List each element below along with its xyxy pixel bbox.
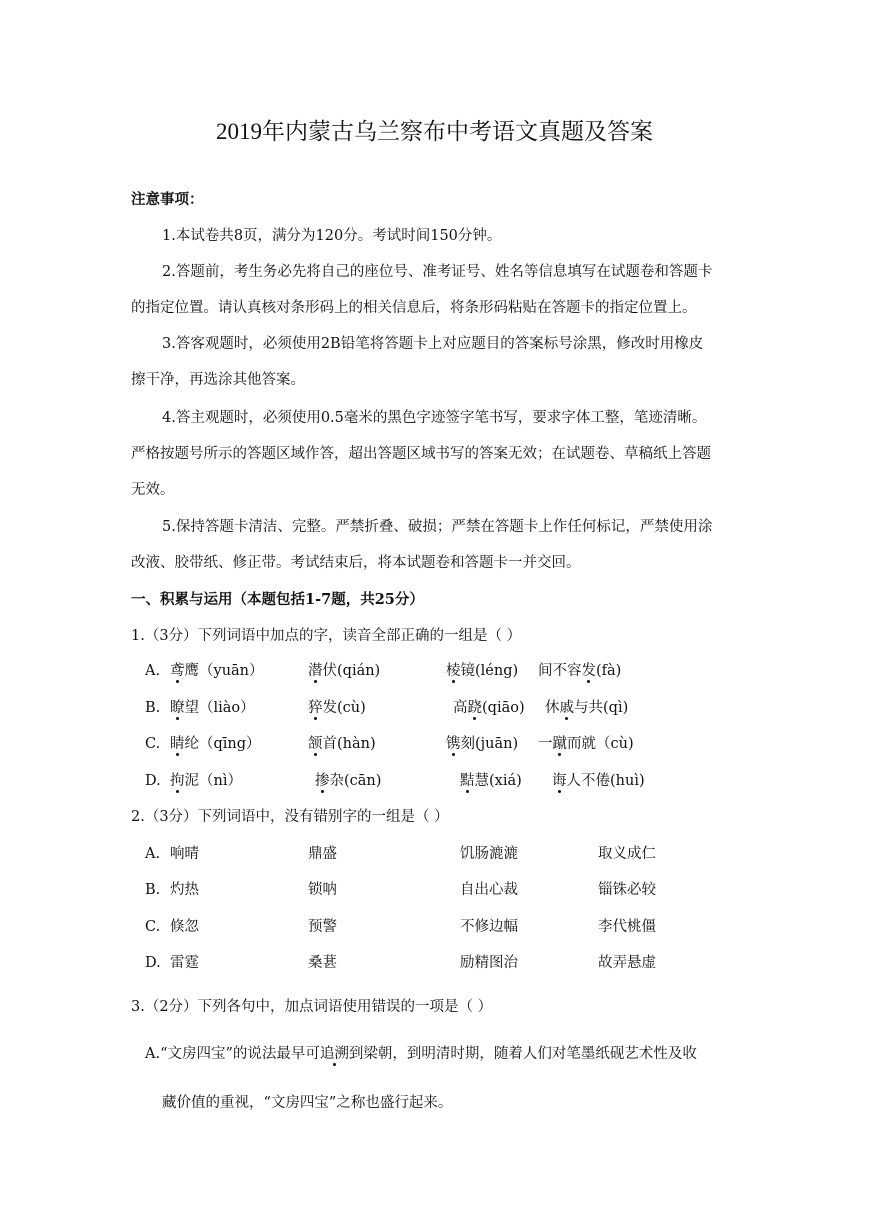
q1-option-b-label: B. [145, 700, 161, 716]
q1-option-c-word3: 镌刻(juān) [446, 736, 519, 752]
q2-option-b-word4: 锱铢必较 [598, 882, 656, 898]
q1-option-d-word4: 诲人不倦(huì) [552, 773, 645, 789]
notice-line: 1.本试卷共8页，满分为120分。考试时间150分钟。 [162, 228, 502, 244]
q1-option-a-label: A. [145, 663, 161, 679]
notice-line: 4.答主观题时，必须使用0.5毫米的黑色字迹签字笔书写，要求字体工整，笔迹清晰。 [162, 410, 707, 426]
q1-option-b-word2: 猝发(cù) [308, 700, 366, 716]
q1-option-d-word1: 拘泥（nì） [170, 773, 242, 789]
q1-option-b-word1: 瞭望（liào） [170, 700, 255, 716]
question-1-stem: 1.（3分）下列词语中加点的字，读音全部正确的一组是（ ） [131, 628, 522, 644]
q2-option-b-word1: 灼热 [170, 882, 199, 898]
q1-option-d-word3: 黠慧(xiá) [460, 773, 522, 789]
q2-option-b-label: B. [145, 882, 161, 898]
notice-line: 的指定位置。请认真核对条形码上的相关信息后，将条形码粘贴在答题卡的指定位置上。 [131, 300, 697, 316]
q2-option-a-word4: 取义成仁 [598, 846, 656, 862]
q1-option-a-word1: 鸢鹰（yuān） [170, 663, 264, 679]
q2-option-c-word2: 预警 [308, 919, 337, 935]
notice-line: 无效。 [131, 482, 175, 498]
q1-option-c-word2: 颔首(hàn) [308, 736, 376, 752]
q1-option-a-word4: 间不容发(fà) [538, 663, 622, 679]
q1-option-c-word1: 睛纶（qīng） [170, 736, 261, 752]
q1-option-b-word4: 休戚与共(qì) [545, 700, 629, 716]
q1-option-c-word4: 一蹴而就（cù) [538, 736, 634, 752]
q1-option-c-label: C. [145, 736, 161, 752]
q2-option-a-word3: 饥肠漉漉 [460, 846, 518, 862]
notice-line: 擦干净，再选涂其他答案。 [131, 372, 305, 388]
q2-option-b-word3: 自出心裁 [460, 882, 518, 898]
section-heading: 一、积累与运用（本题包括1-7题，共25分） [131, 591, 424, 608]
q2-option-d-word4: 故弄悬虚 [598, 955, 656, 971]
notice-heading: 注意事项： [131, 191, 204, 208]
notice-line: 5.保持答题卡清洁、完整。严禁折叠、破损；严禁在答题卡上作任何标记，严禁使用涂 [162, 519, 713, 535]
q2-option-b-word2: 锁呐 [308, 882, 337, 898]
q2-option-c-word1: 倏忽 [170, 919, 199, 935]
q2-option-d-word1: 雷霆 [170, 955, 199, 971]
notice-line: 改液、胶带纸、修正带。考试结束后，将本试题卷和答题卡一并交回。 [131, 555, 581, 571]
q2-option-d-label: D. [145, 955, 161, 971]
q1-option-a-word2: 潜伏(qián) [308, 663, 381, 679]
notice-line: 2.答题前，考生务必先将自己的座位号、准考证号、姓名等信息填写在试题卷和答题卡 [162, 264, 713, 280]
question-2-stem: 2.（3分）下列词语中，没有错别字的一组是（ ） [131, 809, 449, 825]
q3-option-a: A.“文房四宝”的说法最早可追溯到梁朝，到明清时期，随着人们对笔墨纸砚艺术性及收 [145, 1046, 697, 1062]
q1-option-b-word3: 高跷(qiāo) [453, 700, 525, 716]
q2-option-a-word1: 响晴 [170, 846, 199, 862]
page-title: 2019年内蒙古乌兰察布中考语文真题及答案 [216, 119, 653, 144]
q2-option-d-word3: 励精图治 [460, 955, 518, 971]
q3-option-a-continued: 藏价值的重视，“文房四宝”之称也盛行起来。 [162, 1095, 453, 1111]
question-3-stem: 3.（2分）下列各句中，加点词语使用错误的一项是（ ） [131, 999, 493, 1015]
q1-option-d-label: D. [145, 773, 161, 789]
q2-option-c-word4: 李代桃僵 [598, 919, 656, 935]
notice-line: 严格按题号所示的答题区域作答，超出答题区域书写的答案无效；在试题卷、草稿纸上答题 [131, 446, 711, 462]
q1-option-d-word2: 掺杂(cān) [315, 773, 382, 789]
q2-option-a-word2: 鼎盛 [308, 846, 337, 862]
q2-option-d-word2: 桑葚 [308, 955, 337, 971]
q1-option-a-word3: 棱镜(léng) [446, 663, 519, 679]
q2-option-c-label: C. [145, 919, 161, 935]
q2-option-a-label: A. [145, 846, 161, 862]
q2-option-c-word3: 不修边幅 [460, 919, 518, 935]
notice-line: 3.答客观题时，必须使用2B铅笔将答题卡上对应题目的答案标号涂黑，修改时用橡皮 [162, 336, 704, 352]
